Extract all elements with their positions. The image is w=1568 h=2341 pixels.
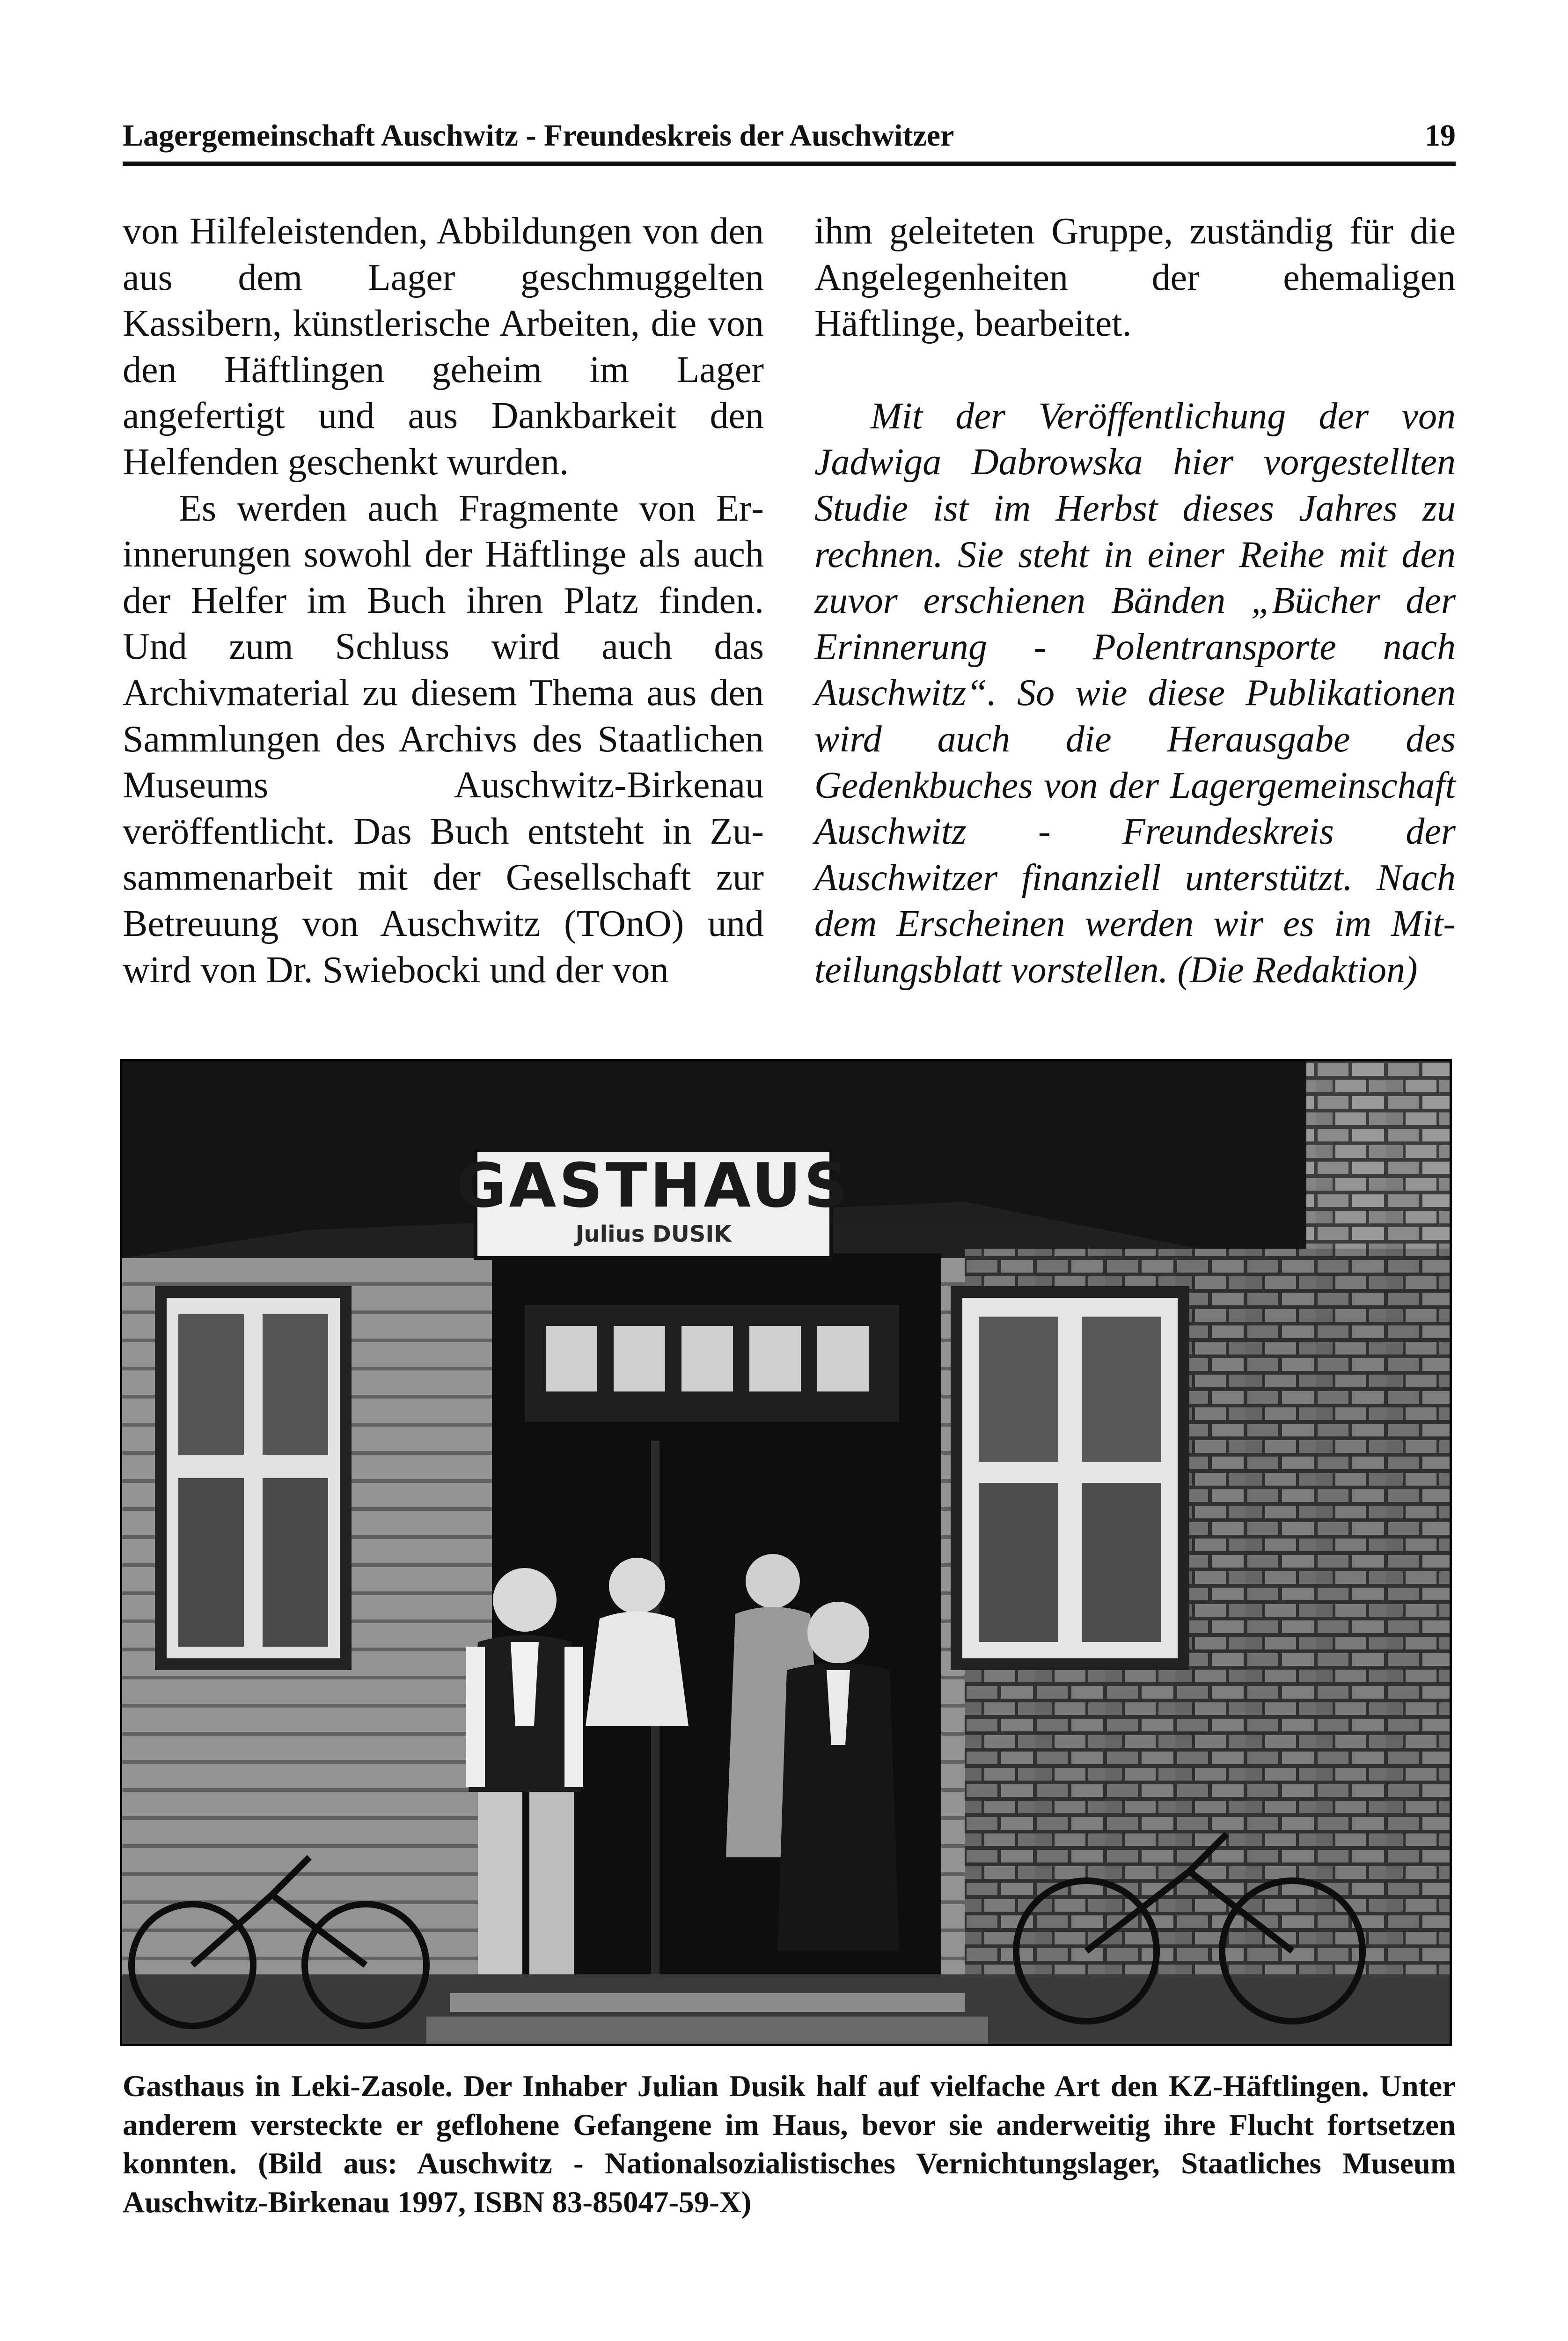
sign-sub-text: Julius DUSIK [575,1221,732,1247]
page-number: 19 [1425,118,1456,153]
right-paragraph-1: ihm geleiteten Gruppe, zuständig für die Angelegenheiten der ehemaligen Häftlinge, bearbeitet. [814,211,1456,345]
left-paragraph-1: von Hilfeleistenden, Abbildungen von den aus dem Lager geschmuggelten Kassibern, künstlerische Arbeiten, die von den Häftlingen geheim im Lager angefertigt und aus Dankbarkeit den Helfenden geschenkt wurden. [123,211,764,483]
running-header-title: Lagergemeinschaft Auschwitz - Freundeskreis der Auschwitzer [123,118,954,153]
left-column [123,208,764,993]
header-rule [123,162,1456,166]
gasthaus-photo [120,1059,1452,2046]
editorial-note: Mit der Veröffentlichung der von Jadwiga Dabrowska hier vorgestellten Studie ist im Herbst dieses Jahres zu rechnen. Sie steht in einer Reihe mit den zuvor erschienen Bänden „Bücher der Erinnerung - Polentransporte nach Auschwitz“. So wie diese Publikationen wird auch die Herausgabe des Gedenkbuches von der Lagergemeinschaft Auschwitz - Freundeskreis der Auschwitzer finanziell unterstützt. Nach dem Erscheinen werden wir es im Mitteilungsblatt vorstellen. (Die Redaktion) [814,395,1456,991]
sign-main-text: GASTHAUS [456,1150,851,1221]
left-paragraph-2: Es werden auch Fragmente von Erinnerungen sowohl der Häftlinge als auch der Helfer im Buch ihren Platz finden. Und zum Schluss wird auch das Archivmaterial zu diesem Thema aus den Sammlungen des Archivs des Staatlichen Museums Auschwitz-Birkenau veröffentlicht. Das Buch entsteht in Zusammenarbeit mit der Gesellschaft zur Betreuung von Auschwitz (TOnO) und wird von Dr. Swiebocki und der von [123,487,764,991]
right-column [814,208,1456,994]
running-header [123,112,1456,159]
photo-caption: Gasthaus in Leki-Zasole. Der Inhaber Julian Dusik half auf vielfache Art den KZ-Häftlingen. Unter anderem versteckte er geflohene Gefangene im Haus, bevor sie anderweitig ihre Flucht fortsetzen konnten. (Bild aus: Auschwitz - Nationalsozialistisches Vernichtungslager, Staatliches Museum Auschwitz-Birkenau 1997, ISBN 83-85047-59-X) [123,2069,1456,2219]
